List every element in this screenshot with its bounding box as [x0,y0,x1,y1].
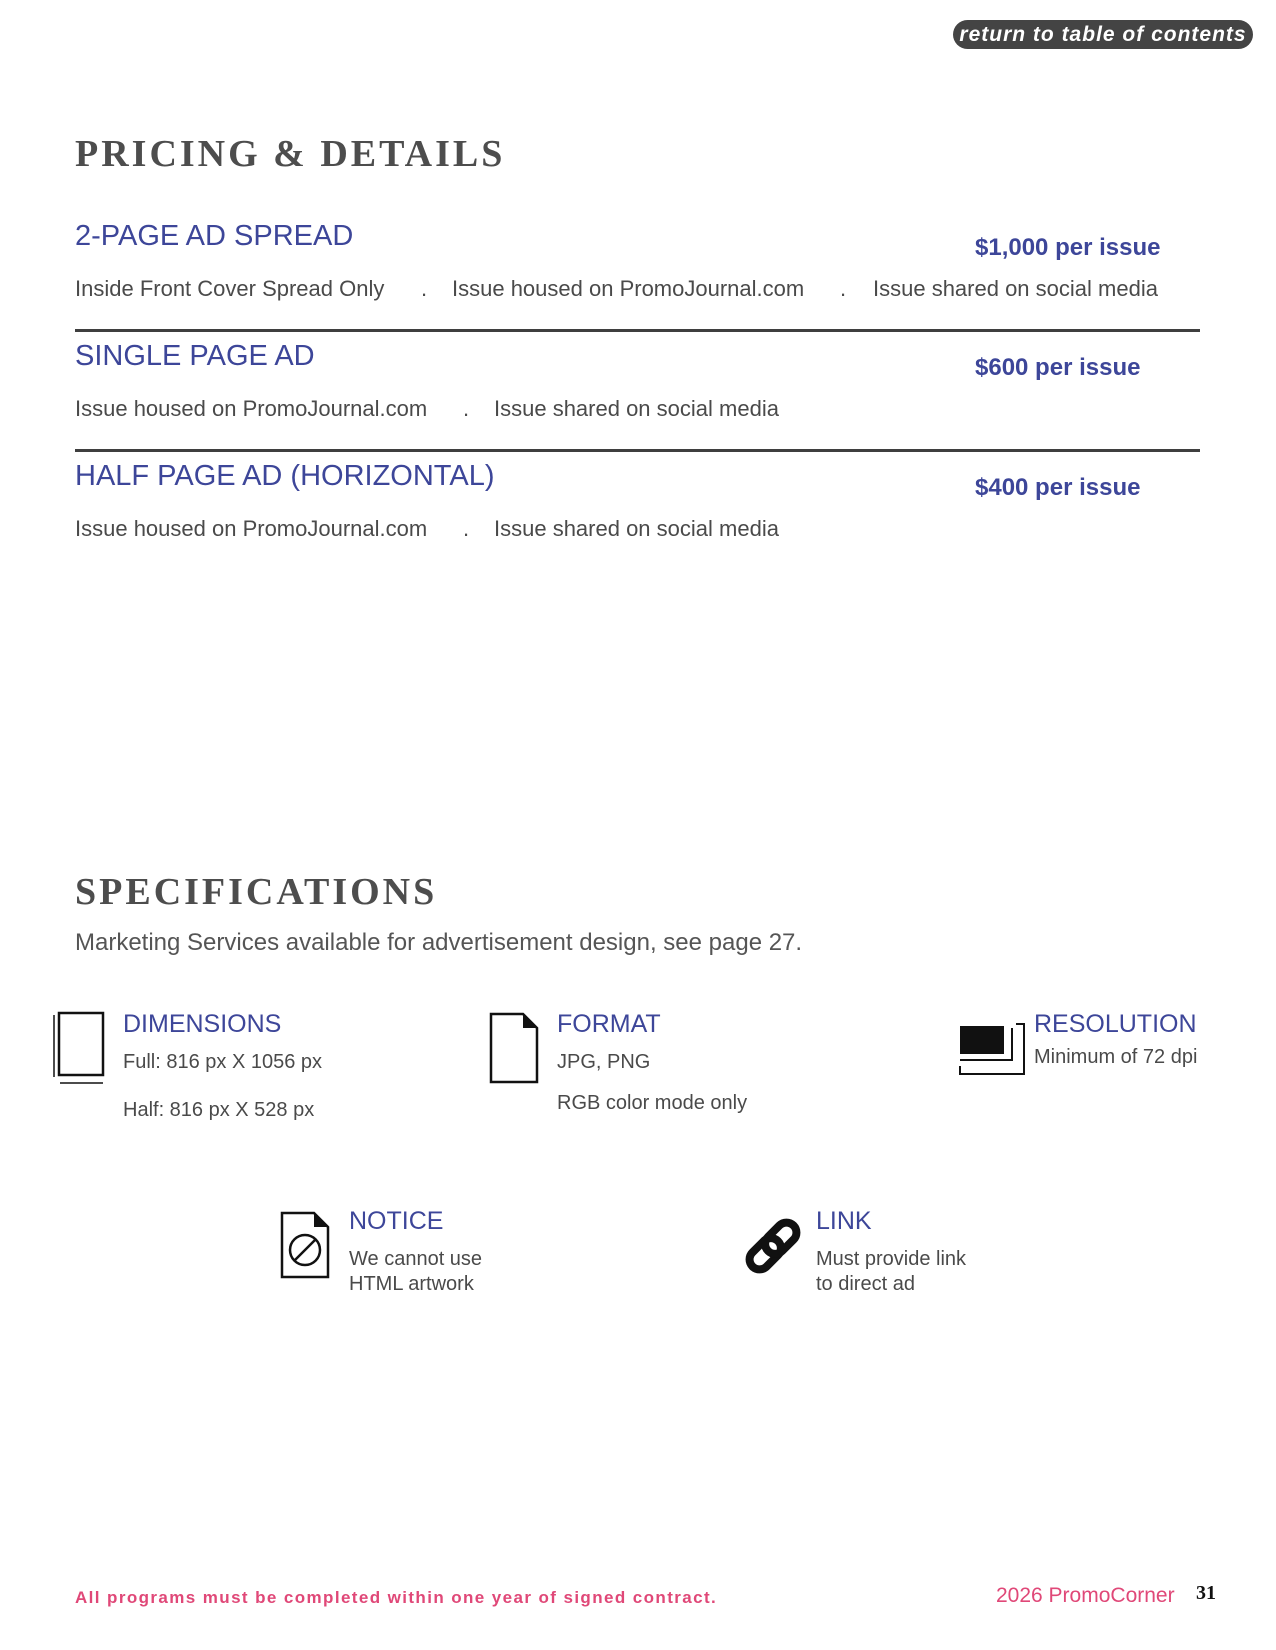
ad-feature: Inside Front Cover Spread Only [75,276,385,301]
feature-separator: . [463,396,470,421]
resolution-title: RESOLUTION [1034,1010,1197,1038]
format-title: FORMAT [557,1010,661,1038]
dimensions-half: Half: 816 px X 528 px [123,1099,315,1121]
divider [75,449,1200,452]
ad-price-half-page: $400 per issue [975,474,1141,501]
dimensions-full: Full: 816 px X 1056 px [123,1051,323,1073]
prohibited-document-icon [280,1211,330,1279]
feature-separator: . [463,516,470,541]
ad-feature: Issue shared on social media [873,276,1158,301]
notice-line-1: We cannot use [349,1248,483,1270]
feature-separator: . [421,276,428,301]
ad-price-2-page-spread: $1,000 per issue [975,234,1161,261]
feature-separator: . [840,276,847,301]
ad-price-single-page: $600 per issue [975,354,1141,381]
chain-link-icon [738,1211,808,1281]
page-number: 31 [1196,1582,1216,1604]
return-to-toc-link[interactable]: return to table of contents [953,20,1253,49]
link-line-2: to direct ad [816,1273,915,1295]
specifications-subtitle: Marketing Services available for advertisement design, see page 27. [75,929,803,956]
dimensions-title: DIMENSIONS [123,1010,282,1038]
link-title: LINK [816,1207,872,1235]
link-line-1: Must provide link [816,1248,967,1270]
ad-feature: Issue housed on PromoJournal.com [452,276,805,301]
footer-contract-note: All programs must be completed within one year of signed contract. [75,1588,718,1607]
resolution-value: Minimum of 72 dpi [1034,1046,1198,1068]
format-color-mode: RGB color mode only [557,1092,748,1114]
notice-line-2: HTML artwork [349,1273,474,1295]
ad-name-single-page: SINGLE PAGE AD [75,340,315,372]
ad-name-2-page-spread: 2-PAGE AD SPREAD [75,220,354,252]
document-icon [489,1012,539,1084]
format-types: JPG, PNG [557,1051,651,1073]
footer-brand: 2026 PromoCorner [996,1584,1175,1607]
divider [75,329,1200,332]
ad-feature: Issue shared on social media [494,396,779,421]
ad-feature: Issue housed on PromoJournal.com [75,396,428,421]
notice-title: NOTICE [349,1207,444,1235]
specifications-section-title: SPECIFICATIONS [75,871,438,913]
ad-feature: Issue shared on social media [494,516,779,541]
pricing-section-title: PRICING & DETAILS [75,133,506,175]
ad-name-half-page: HALF PAGE AD (HORIZONTAL) [75,460,495,492]
stacked-images-icon [958,1022,1028,1078]
ad-feature: Issue housed on PromoJournal.com [75,516,428,541]
page-size-icon [52,1011,108,1087]
